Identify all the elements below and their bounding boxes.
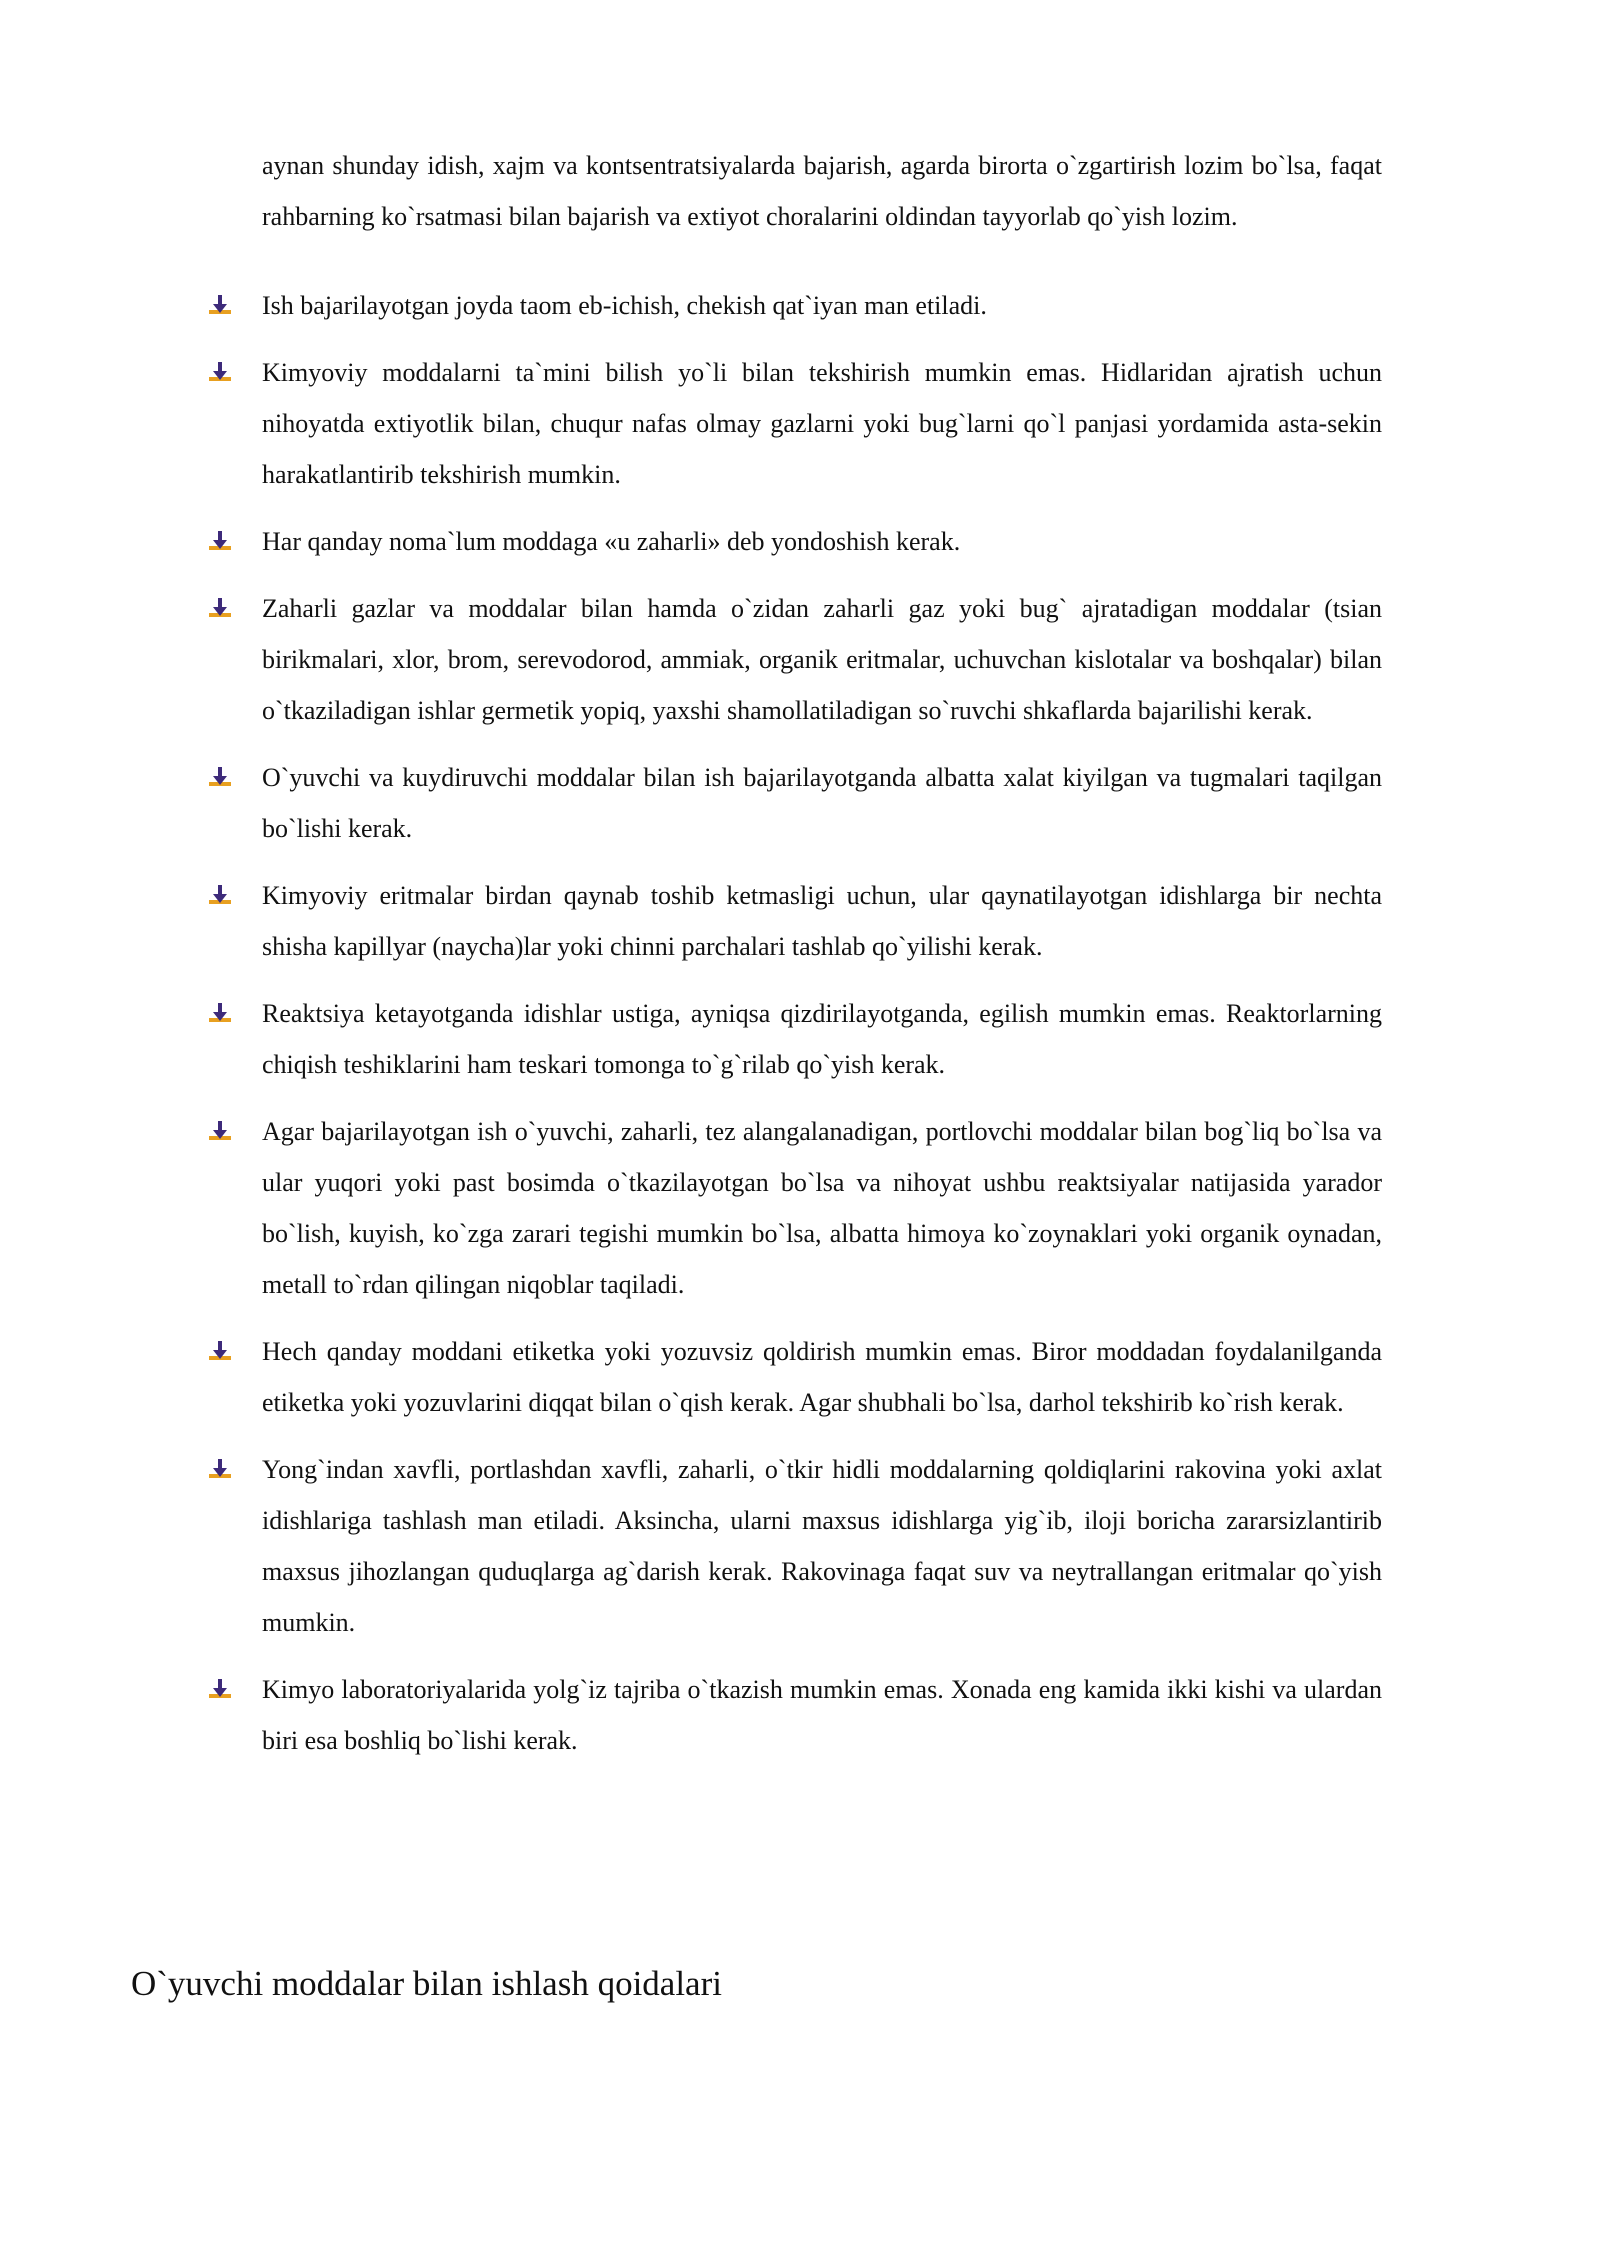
- safety-rules-list: [262, 280, 1382, 1766]
- arrow-down-bullet-icon: [207, 293, 233, 319]
- list-item-text: Reaktsiya ketayotganda idishlar ustiga, ayniqsa qizdirilayotganda, egilish mumkin emas. Reaktorlarning chiqish teshiklarini ham teskari tomonga to`g`rilab qo`yish kerak.: [262, 999, 1382, 1079]
- arrow-down-bullet-icon: [207, 596, 233, 622]
- arrow-down-bullet-icon: [207, 765, 233, 791]
- list-item: [262, 1106, 1382, 1310]
- list-item: [262, 1444, 1382, 1648]
- list-item-text: Ish bajarilayotgan joyda taom eb-ichish, chekish qat`iyan man etiladi.: [262, 291, 987, 320]
- list-item: [262, 752, 1382, 854]
- list-item: [262, 516, 1382, 567]
- list-item-text: Har qanday noma`lum moddaga «u zaharli» deb yondoshish kerak.: [262, 527, 961, 556]
- list-item: [262, 1326, 1382, 1428]
- document-body: [262, 140, 1382, 1782]
- list-item: [262, 583, 1382, 736]
- arrow-down-bullet-icon: [207, 1457, 233, 1483]
- list-item-text: Hech qanday moddani etiketka yoki yozuvsiz qoldirish mumkin emas. Biror moddadan foydalanilganda etiketka yoki yozuvlarini diqqat bilan o`qish kerak. Agar shubhali bo`lsa, darhol tekshirib ko`rish kerak.: [262, 1337, 1382, 1417]
- list-item-text: Yong`indan xavfli, portlashdan xavfli, zaharli, o`tkir hidli moddalarning qoldiqlarini rakovina yoki axlat idishlariga tashlash man etiladi. Aksincha, ularni maxsus idishlarga yig`ib, iloji boricha zararsizlantirib maxsus jihozlangan quduqlarga ag`darish kerak. Rakovinaga faqat suv va neytrallangan eritmalar qo`yish mumkin.: [262, 1455, 1382, 1637]
- list-item-text: Kimyoviy moddalarni ta`mini bilish yo`li bilan tekshirish mumkin emas. Hidlaridan ajratish uchun nihoyatda extiyotlik bilan, chuqur nafas olmay gazlarni yoki bug`larni qo`l panjasi yordamida asta-sekin harakatlantirib tekshirish mumkin.: [262, 358, 1382, 489]
- arrow-down-bullet-icon: [207, 1119, 233, 1145]
- section-heading: O`yuvchi moddalar bilan ishlash qoidalari: [131, 1964, 722, 2003]
- list-item: [262, 347, 1382, 500]
- arrow-down-bullet-icon: [207, 1339, 233, 1365]
- list-item-text: O`yuvchi va kuydiruvchi moddalar bilan ish bajarilayotganda albatta xalat kiyilgan va tugmalari taqilgan bo`lishi kerak.: [262, 763, 1382, 843]
- list-item-text: Agar bajarilayotgan ish o`yuvchi, zaharli, tez alangalanadigan, portlovchi moddalar bilan bog`liq bo`lsa va ular yuqori yoki past bosimda o`tkazilayotgan bo`lsa va nihoyat ushbu reaktsiyalar natijasida yarador bo`lish, kuyish, ko`zga zarari tegishi mumkin bo`lsa, albatta himoya ko`zoynaklari yoki organik oynadan, metall to`rdan qilingan niqoblar taqiladi.: [262, 1117, 1382, 1299]
- list-item-text: Zaharli gazlar va moddalar bilan hamda o`zidan zaharli gaz yoki bug` ajratadigan moddalar (tsian birikmalari, xlor, brom, serevodorod, ammiak, organik eritmalar, uchuvchan kislotalar va boshqalar) bilan o`tkaziladigan ishlar germetik yopiq, yaxshi shamollatiladigan so`ruvchi shkaflarda bajarilishi kerak.: [262, 594, 1382, 725]
- arrow-down-bullet-icon: [207, 529, 233, 555]
- arrow-down-bullet-icon: [207, 1001, 233, 1027]
- arrow-down-bullet-icon: [207, 883, 233, 909]
- list-item: [262, 870, 1382, 972]
- list-item: [262, 1664, 1382, 1766]
- arrow-down-bullet-icon: [207, 360, 233, 386]
- continuation-paragraph: aynan shunday idish, xajm va kontsentratsiyalarda bajarish, agarda birorta o`zgartirish lozim bo`lsa, faqat rahbarning ko`rsatmasi bilan bajarish va extiyot choralarini oldindan tayyorlab qo`yish lozim.: [262, 151, 1382, 231]
- list-item: [262, 280, 1382, 331]
- list-item-text: Kimyo laboratoriyalarida yolg`iz tajriba o`tkazish mumkin emas. Xonada eng kamida ikki kishi va ulardan biri esa boshliq bo`lishi kerak.: [262, 1675, 1382, 1755]
- arrow-down-bullet-icon: [207, 1677, 233, 1703]
- list-item: [262, 988, 1382, 1090]
- list-item-text: Kimyoviy eritmalar birdan qaynab toshib ketmasligi uchun, ular qaynatilayotgan idishlarga bir nechta shisha kapillyar (naycha)lar yoki chinni parchalari tashlab qo`yilishi kerak.: [262, 881, 1382, 961]
